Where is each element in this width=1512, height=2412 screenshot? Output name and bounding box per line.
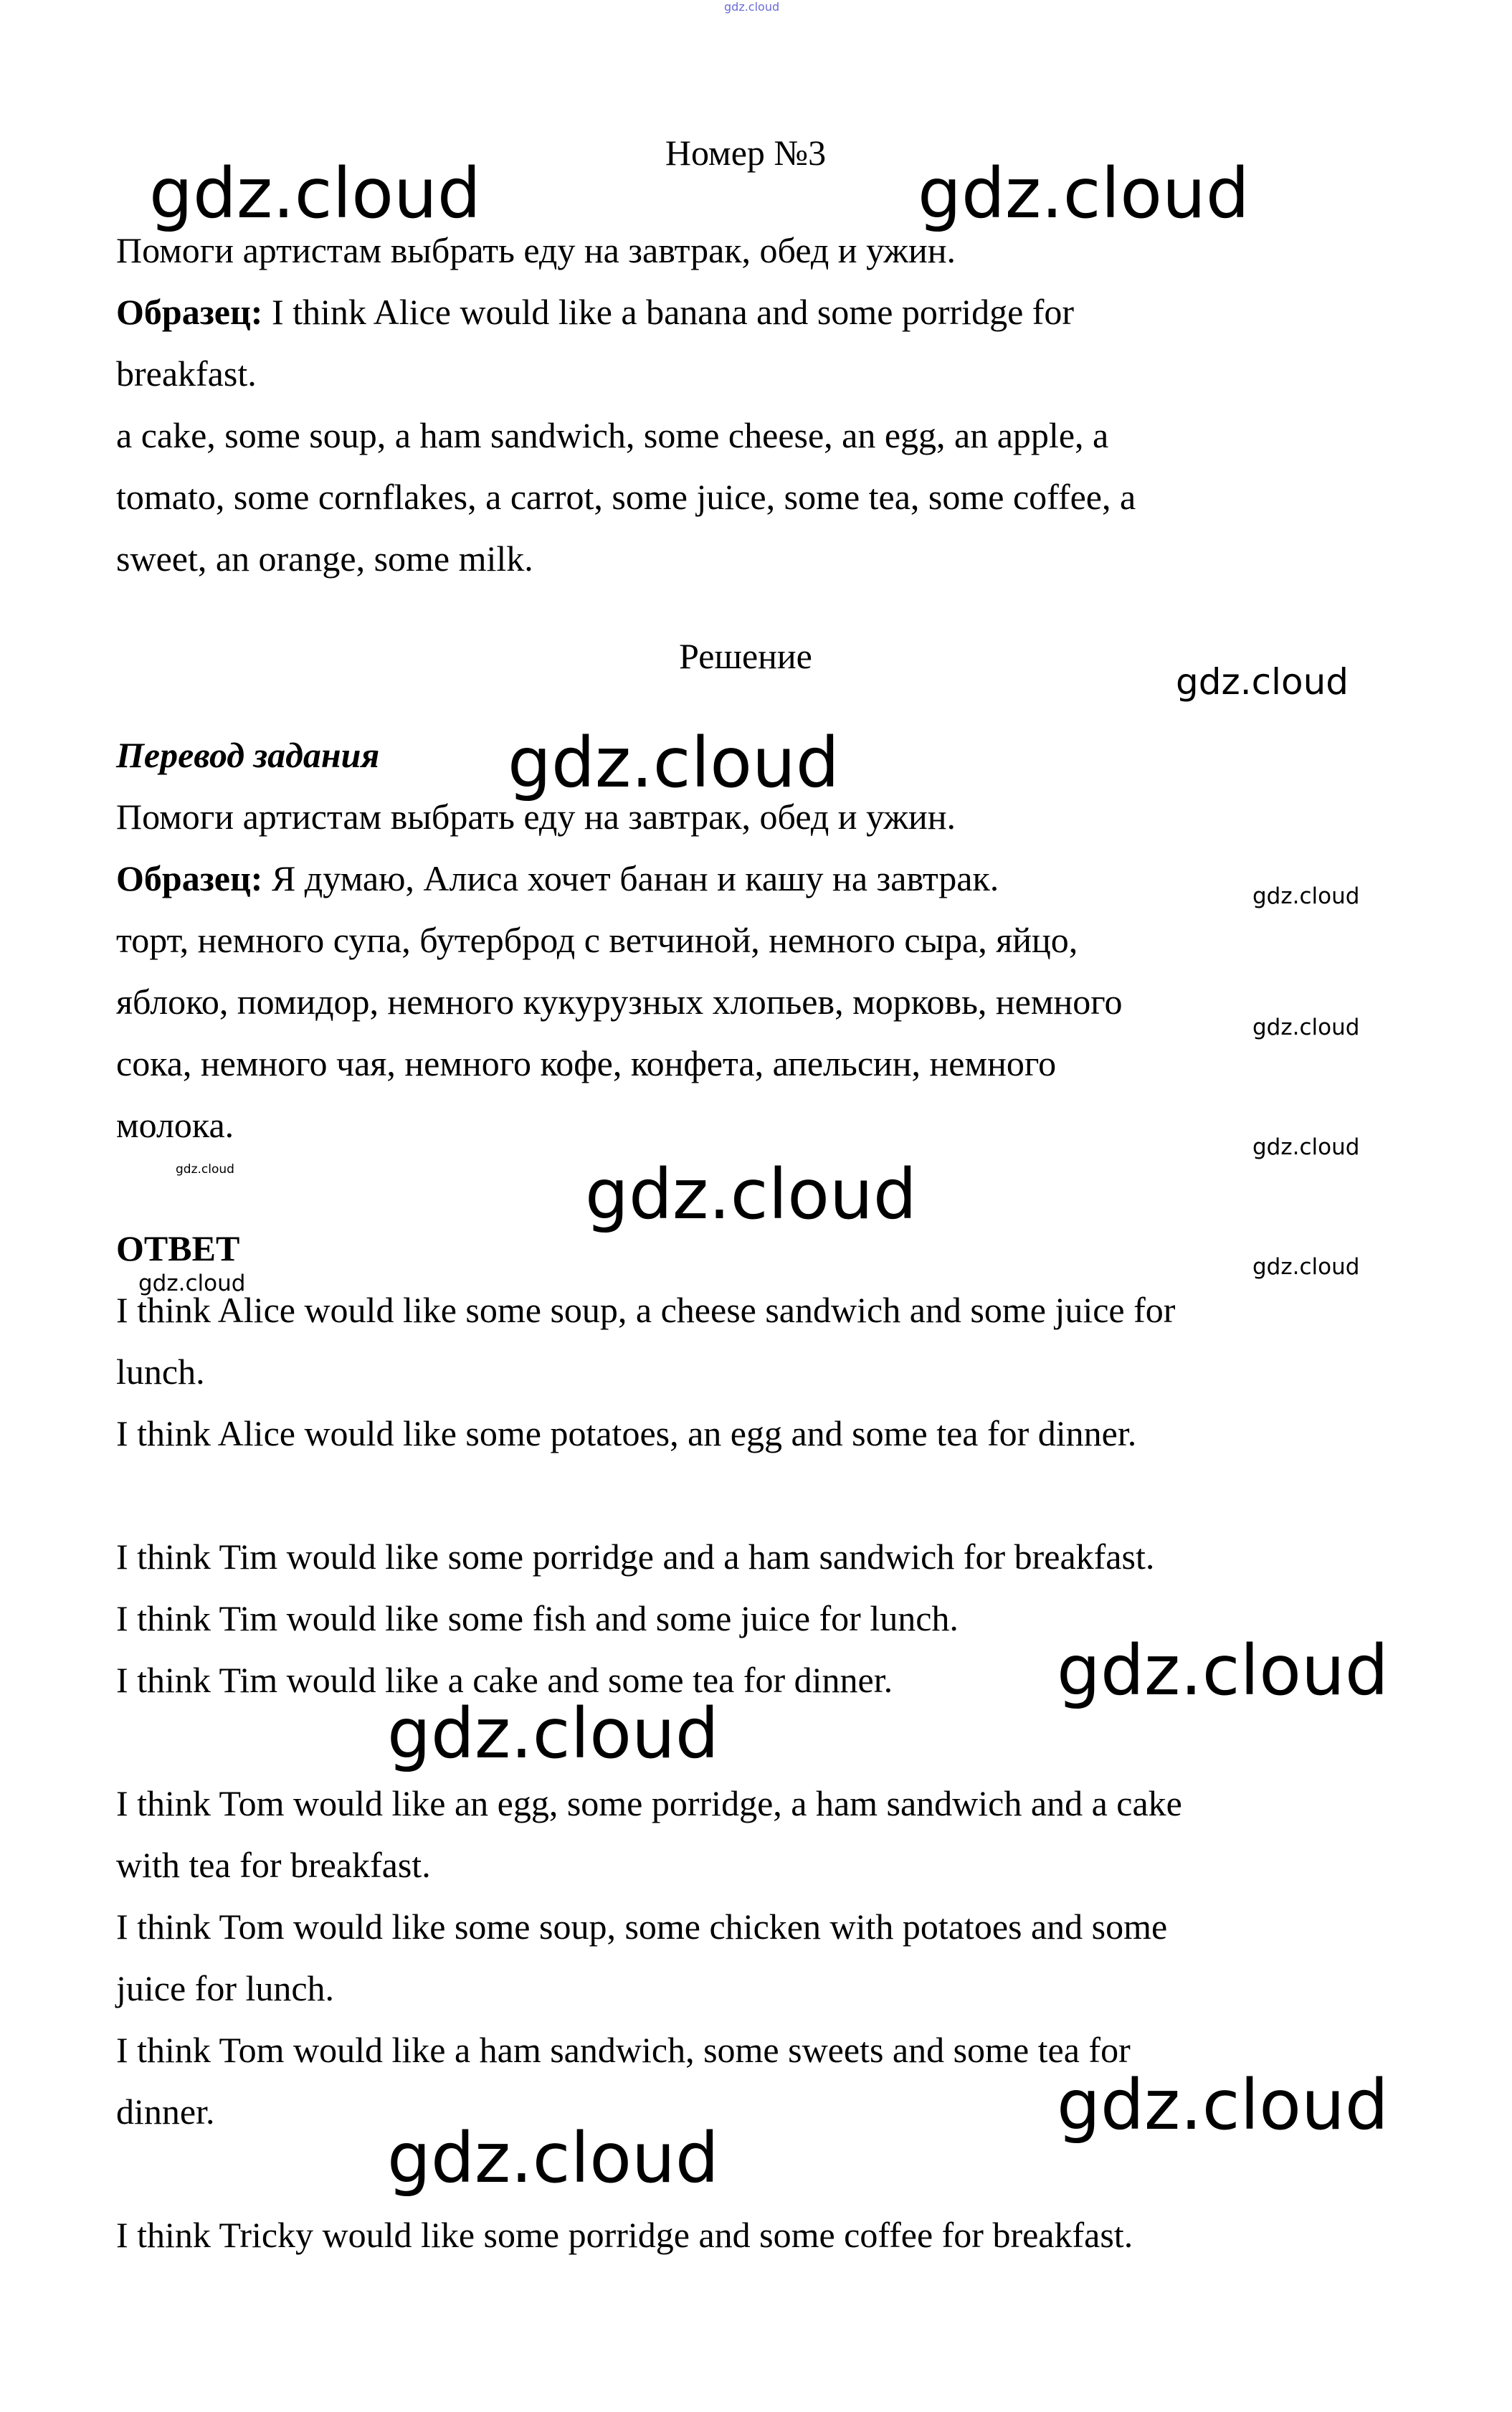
translation-example-label: Образец: — [116, 858, 263, 898]
example-text: I think Alice would like a banana and some porridge for — [262, 292, 1075, 332]
watermark: gdz.cloud — [1252, 883, 1360, 909]
task-example — [116, 281, 1074, 343]
watermark: gdz.cloud — [585, 1154, 917, 1235]
translation-example — [116, 847, 999, 909]
watermark: gdz.cloud — [1057, 1630, 1389, 1711]
watermark: gdz.cloud — [138, 1271, 246, 1296]
answer-line: with tea for breakfast. — [116, 1845, 431, 1885]
answer-line: juice for lunch. — [116, 1968, 335, 2008]
answer-line: I think Tom would like an egg, some porridge, a ham sandwich and a cake — [116, 1783, 1182, 1823]
solution-heading: Решение — [679, 636, 812, 676]
task-words-line: a cake, some soup, a ham sandwich, some cheese, an egg, an apple, a — [116, 415, 1109, 455]
answer-line: I think Tricky would like some porridge and some coffee for breakfast. — [116, 2215, 1133, 2255]
answer-line: I think Alice would like some potatoes, an egg and some tea for dinner. — [116, 1413, 1137, 1453]
watermark: gdz.cloud — [508, 723, 840, 803]
watermark: gdz.cloud — [1176, 661, 1349, 703]
watermark: gdz.cloud — [1252, 1015, 1360, 1040]
translation-words-line: яблоко, помидор, немного кукурузных хлопьев, морковь, немного — [116, 982, 1123, 1022]
answer-line: I think Tom would like some soup, some chicken with potatoes and some — [116, 1907, 1168, 1947]
watermark: gdz.cloud — [149, 153, 481, 234]
answer-line: I think Tim would like some fish and some juice for lunch. — [116, 1598, 959, 1638]
answer-line: I think Tim would like a cake and some tea for dinner. — [116, 1660, 893, 1700]
task-words-line: sweet, an orange, some milk. — [116, 538, 533, 579]
example-label: Образец: — [116, 292, 263, 332]
answer-line: dinner. — [116, 2091, 215, 2132]
watermark: gdz.cloud — [724, 0, 780, 14]
watermark: gdz.cloud — [176, 1162, 234, 1177]
watermark: gdz.cloud — [387, 2118, 719, 2198]
watermark: gdz.cloud — [1252, 1254, 1360, 1280]
task-instruction: Помоги артистам выбрать еду на завтрак, обед и ужин. — [116, 230, 956, 270]
page-title: Номер №3 — [665, 133, 827, 173]
answer-line: I think Tim would like some porridge and a ham sandwich for breakfast. — [116, 1537, 1155, 1577]
task-words-line: tomato, some cornflakes, a carrot, some juice, some tea, some coffee, a — [116, 477, 1136, 517]
translation-words-line: сока, немного чая, немного кофе, конфета, апельсин, немного — [116, 1043, 1057, 1083]
watermark: gdz.cloud — [387, 1694, 719, 1774]
answer-label: ОТВЕТ — [116, 1228, 240, 1268]
task-example-cont: breakfast. — [116, 353, 257, 394]
translation-words-line: торт, немного супа, бутерброд с ветчиной, немного сыра, яйцо, — [116, 920, 1078, 960]
watermark: gdz.cloud — [1057, 2065, 1389, 2145]
answer-line: I think Alice would like some soup, a cheese sandwich and some juice for — [116, 1290, 1176, 1330]
translation-example-text: Я думаю, Алиса хочет банан и кашу на завтрак. — [262, 858, 999, 898]
watermark: gdz.cloud — [1252, 1134, 1360, 1160]
translation-instruction: Помоги артистам выбрать еду на завтрак, обед и ужин. — [116, 797, 956, 837]
translation-label: Перевод задания — [116, 735, 380, 775]
watermark: gdz.cloud — [918, 153, 1250, 234]
answer-line: lunch. — [116, 1352, 205, 1392]
answer-line: I think Tom would like a ham sandwich, some sweets and some tea for — [116, 2030, 1131, 2070]
translation-words-line: молока. — [116, 1105, 234, 1145]
